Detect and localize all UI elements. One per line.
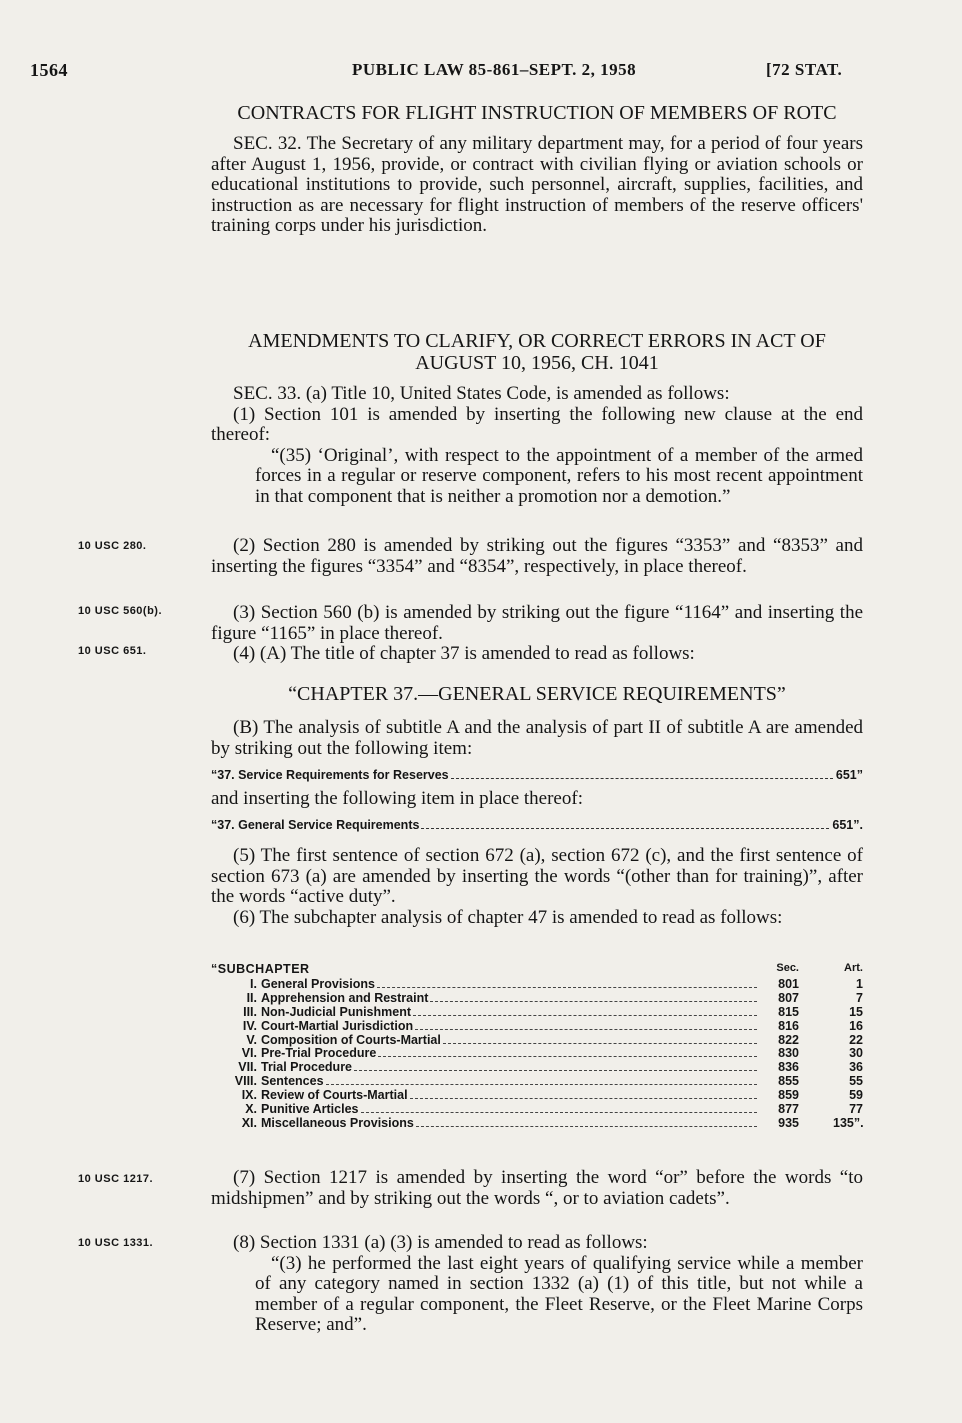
row-sec: 815 <box>778 1004 799 1019</box>
table-row <box>211 1089 863 1103</box>
leader-dots <box>326 1084 757 1085</box>
paragraph-7: (7) Section 1217 is amended by inserting the word “or” before the words “to midshipmen” and by striking out the words “, or to aviation cadets”. <box>211 1167 863 1209</box>
row-art: 22 <box>849 1032 863 1047</box>
table-row <box>211 1034 863 1048</box>
row-num: VIII. <box>234 1074 257 1089</box>
row-art: 16 <box>849 1018 863 1033</box>
leader-dots <box>377 987 757 988</box>
leader-dots <box>378 1056 757 1057</box>
row-num: I. <box>250 977 257 991</box>
row-art: 1 <box>856 977 863 991</box>
row-num: IV. <box>242 1018 257 1033</box>
sec-column-header: Sec. <box>776 962 799 974</box>
old-item-name: “37. Service Requirements for Reserves <box>211 768 449 782</box>
paragraph-8-quote: “(3) he performed the last eight years of qualifying service while a member of any category named in section 1332 (a) (1) of this title, but not while a member of a regular component, the Fleet Reserve, or the Fleet Marine Corps Reserve; and”. <box>255 1252 863 1335</box>
row-name: Composition of Courts-Martial <box>261 1032 441 1047</box>
old-item-number: 651” <box>835 768 863 782</box>
section-32-text: SEC. 32. The Secretary of any military department may, for a period of four years after August 1, 1956, provide, or contract with civilian flying or aviation schools or educational institutions to provide, such personnel, aircraft, supplies, facilities, and instruction as are necessary for flight instruction of members of the reserve officers' training corps under his jurisdiction. <box>211 133 863 236</box>
running-header: PUBLIC LAW 85-861–SEPT. 2, 1958 <box>352 60 637 79</box>
row-num: II. <box>246 990 257 1005</box>
row-sec: 830 <box>778 1046 799 1061</box>
subchapter-table <box>211 962 863 1131</box>
row-num: III. <box>243 1004 257 1019</box>
chapter-title-block <box>211 684 863 705</box>
table-row <box>211 1020 863 1034</box>
section-32 <box>211 102 863 237</box>
row-sec: 807 <box>778 990 799 1005</box>
row-art: 59 <box>849 1088 863 1103</box>
row-name: Pre-Trial Procedure <box>261 1046 377 1061</box>
table-row <box>211 1103 863 1117</box>
row-num: VI. <box>241 1046 257 1061</box>
row-sec: 836 <box>778 1060 799 1075</box>
row-name: General Provisions <box>261 977 375 991</box>
section-32-heading: CONTRACTS FOR FLIGHT INSTRUCTION OF MEMBERS OF ROTC <box>237 102 837 124</box>
row-num: V. <box>246 1032 257 1047</box>
new-item-number: 651”. <box>832 818 863 832</box>
art-column-header: Art. <box>844 962 863 974</box>
table-row <box>211 1061 863 1075</box>
row-name: Trial Procedure <box>261 1060 353 1075</box>
row-art: 15 <box>849 1004 863 1019</box>
row-sec: 935 <box>778 1115 799 1130</box>
paragraph-4: (4) (A) The title of chapter 37 is amended to read as follows: <box>233 643 695 664</box>
leader-dots <box>421 828 829 829</box>
section-33-intro: SEC. 33. (a) Title 10, United States Code, is amended as follows: <box>233 383 730 404</box>
paragraph-2: (2) Section 280 is amended by striking out the figures “3353” and “8353” and inserting the figures “3354” and “8354”, respectively, in place thereof. <box>211 535 863 577</box>
table-row <box>211 1075 863 1089</box>
section-33-heading: AMENDMENTS TO CLARIFY, OR CORRECT ERRORS IN ACT OF AUGUST 10, 1956, CH. 1041 <box>248 330 826 374</box>
row-art: 55 <box>849 1074 863 1089</box>
leader-dots <box>430 1001 757 1002</box>
leader-dots <box>361 1112 758 1113</box>
leader-dots <box>354 1070 757 1071</box>
leader-dots <box>413 1015 757 1016</box>
paragraph-8-block <box>211 1233 863 1336</box>
paragraph-8: (8) Section 1331 (a) (3) is amended to read as follows: <box>233 1232 648 1253</box>
paragraph-3: (3) Section 560 (b) is amended by striking out the figure “1164” and inserting the figure “1165” in place thereof. <box>211 602 863 644</box>
leader-dots <box>410 1098 757 1099</box>
paragraph-4b: (B) The analysis of subtitle A and the analysis of part II of subtitle A are amended by striking out the following item: <box>211 717 863 759</box>
paragraph-5-6-block <box>211 846 863 928</box>
row-art: 7 <box>856 990 863 1005</box>
leader-dots <box>415 1029 757 1030</box>
row-art: 135”. <box>833 1115 864 1130</box>
paragraph-3-block <box>211 603 863 644</box>
row-num: XI. <box>241 1115 257 1130</box>
row-sec: 877 <box>778 1102 799 1117</box>
row-name: Sentences <box>261 1074 324 1089</box>
paragraph-4-block <box>211 644 863 665</box>
chapter-title: “CHAPTER 37.—GENERAL SERVICE REQUIREMENTS” <box>288 683 786 705</box>
subchapter-label: “SUBCHAPTER <box>211 962 310 976</box>
paragraph-2-block <box>211 536 863 577</box>
row-name: Court-Martial Jurisdiction <box>261 1018 414 1033</box>
stat-reference: [72 STAT. <box>766 60 843 79</box>
paragraph-6: (6) The subchapter analysis of chapter 47 is amended to read as follows: <box>233 906 783 928</box>
table-row <box>211 992 863 1006</box>
margin-note-usc-1217: 10 USC 1217. <box>78 1173 154 1185</box>
row-sec: 822 <box>778 1032 799 1047</box>
margin-note-usc-560b: 10 USC 560(b). <box>78 605 163 617</box>
row-art: 30 <box>849 1046 863 1061</box>
paragraph-1-quote: “(35) ‘Original’, with respect to the appointment of a member of the armed forces in a regular or reserve component, refers to his most recent appointment in that component that is neither a promotion nor a demotion.” <box>255 444 863 507</box>
margin-note-usc-280: 10 USC 280. <box>78 540 147 552</box>
row-name: Non-Judicial Punishment <box>261 1004 412 1019</box>
table-row <box>211 1006 863 1020</box>
page-number: 1564 <box>30 60 68 80</box>
row-num: X. <box>245 1102 257 1117</box>
paragraph-4b-block <box>211 718 863 836</box>
section-33 <box>211 330 863 507</box>
table-row <box>211 1047 863 1061</box>
paragraph-7-block <box>211 1168 863 1209</box>
paragraph-5: (5) The first sentence of section 672 (a), section 672 (c), and the first sentence of section 673 (a) are amended by inserting the words “(other than for training)”, after the words “active duty”. <box>211 845 863 907</box>
leader-dots <box>451 778 833 779</box>
row-name: Review of Courts-Martial <box>261 1088 408 1103</box>
row-art: 36 <box>849 1060 863 1075</box>
paragraph-4c: and inserting the following item in place thereof: <box>211 787 583 809</box>
table-row <box>211 1117 863 1131</box>
new-analysis-item <box>211 815 863 836</box>
old-analysis-item <box>211 765 863 786</box>
row-sec: 816 <box>778 1018 799 1033</box>
row-name: Apprehension and Restraint <box>261 990 429 1005</box>
row-sec: 801 <box>778 977 799 991</box>
leader-dots <box>443 1043 757 1044</box>
row-sec: 859 <box>778 1088 799 1103</box>
new-item-name: “37. General Service Requirements <box>211 818 420 832</box>
row-name: Punitive Articles <box>261 1102 359 1117</box>
row-art: 77 <box>849 1102 863 1117</box>
row-num: IX. <box>241 1088 257 1103</box>
table-header <box>211 962 863 978</box>
row-sec: 855 <box>778 1074 799 1089</box>
margin-note-usc-1331: 10 USC 1331. <box>78 1237 154 1249</box>
paragraph-1: (1) Section 101 is amended by inserting the following new clause at the end thereof: <box>211 403 863 445</box>
row-name: Miscellaneous Provisions <box>261 1115 414 1130</box>
table-row <box>211 978 863 992</box>
margin-note-usc-651: 10 USC 651. <box>78 645 147 657</box>
row-num: VII. <box>238 1060 257 1075</box>
leader-dots <box>416 1126 757 1127</box>
